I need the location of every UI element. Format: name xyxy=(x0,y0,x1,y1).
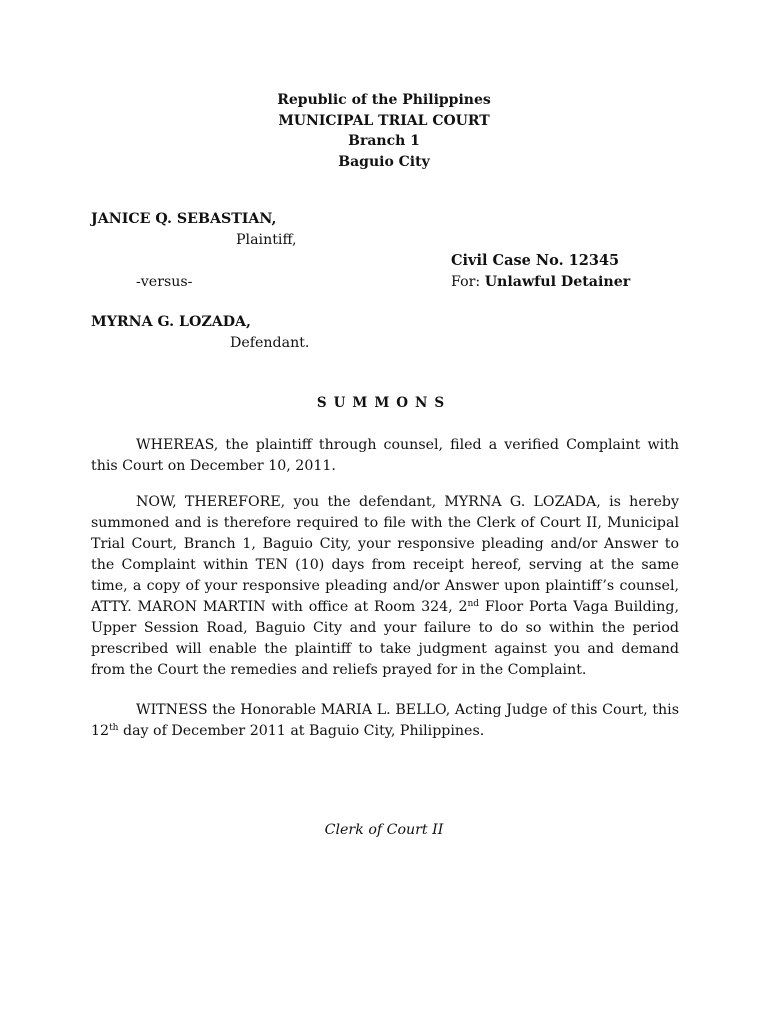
now-text-1: NOW, THEREFORE, you the defendant, MYRNA G. LOZADA, is hereby summoned and is therefore required to file with the Clerk of Court II, Municipal Trial Court, Branch 1, Baguio City, your responsive pleading and/or Answer to the Complaint within TEN (10) days from receipt hereof, serving at the same time, a copy of your responsive pleading and/or Answer upon plaintiff’s counsel, ATTY. MARON MARTIN with office at Room 324, 2 xyxy=(91,494,679,615)
city-line: Baguio City xyxy=(338,153,430,170)
document-title: SUMMONS xyxy=(316,395,452,411)
case-number: Civil Case No. 12345 xyxy=(451,252,620,269)
court-name: MUNICIPAL TRIAL COURT xyxy=(278,112,490,129)
for-value: Unlawful Detainer xyxy=(484,274,631,290)
defendant-role: Defendant. xyxy=(230,335,310,351)
now-superscript: nd xyxy=(467,599,480,609)
witness-text-1: WITNESS the Honorable MARIA L. BELLO, Acting Judge of this Court, this 12 xyxy=(91,702,679,739)
witness-text-2: day of December 2011 at Baguio City, Philippines. xyxy=(118,723,485,739)
republic-line: Republic of the Philippines xyxy=(277,92,491,108)
case-nature xyxy=(451,274,630,290)
plaintiff-name: JANICE Q. SEBASTIAN, xyxy=(91,211,277,227)
whereas-text: WHEREAS, the plaintiff through counsel, filed a verified Complaint with this Court on December 10, 2011. xyxy=(91,437,679,474)
for-label: For: xyxy=(451,274,481,290)
branch-line: Branch 1 xyxy=(348,133,420,149)
whereas-paragraph xyxy=(91,435,679,477)
court-header xyxy=(0,90,768,172)
witness-paragraph xyxy=(91,700,679,742)
witness-superscript: th xyxy=(109,723,119,733)
defendant-name: MYRNA G. LOZADA, xyxy=(91,314,251,330)
plaintiff-role: Plaintiff, xyxy=(236,232,297,248)
clerk-signature: Clerk of Court II xyxy=(324,822,444,838)
now-text-2: Floor Porta Vaga Building, Upper Session Road, Baguio City and your failure to do so within the period prescribed will enable the plaintiff to take judgment against you and demand from the Court the remedies and reliefs prayed for in the Complaint. xyxy=(91,599,680,678)
now-therefore-paragraph xyxy=(91,492,679,681)
versus-label: -versus- xyxy=(136,274,193,290)
